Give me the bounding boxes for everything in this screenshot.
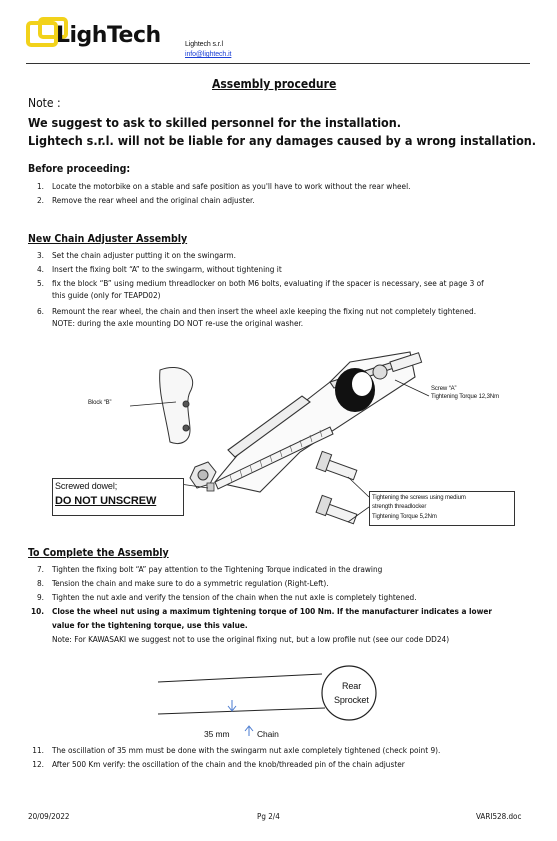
- dowel-callout-line-2: DO NOT UNSCREW: [55, 495, 157, 507]
- footer-page: Pg 2/4: [257, 812, 280, 821]
- logo: [26, 17, 176, 53]
- footer-file: VARI528.doc: [476, 812, 522, 821]
- section-heading-before: Before proceeding:: [28, 163, 131, 175]
- sprocket-label-line-1: Rear: [342, 681, 362, 691]
- m6-screws: [316, 451, 357, 523]
- note-label: Note :: [28, 96, 61, 110]
- company-email-link[interactable]: info@lightech.it: [185, 51, 232, 58]
- note-line-1: We suggest to ask to skilled personnel for the installation.: [28, 115, 402, 130]
- axle-hole: [335, 368, 375, 412]
- screw-a-label: Screw “A”: [431, 386, 457, 392]
- screws-callout-line-3: Tightening Torque 5,2Nm: [372, 514, 437, 520]
- measure-label: 35 mm: [204, 729, 230, 739]
- dowel: [207, 483, 214, 491]
- chain-label: Chain: [257, 729, 279, 739]
- list-item: 10. Close the wheel nut using a maximum tightening torque of 100 Nm. If the manufacturer indicates a lower value for the tightening torque, use this value.: [30, 606, 493, 630]
- sprocket-label-line-2: Sprocket: [334, 695, 369, 705]
- footer-date: 20/09/2022: [28, 812, 70, 821]
- list-item: 6. Remount the rear wheel, the chain and then insert the wheel axle keeping the fixing nut not completely tightened. NOTE: during the axle mounting DO NOT re-use the original washer.: [36, 306, 477, 328]
- screw-a-torque-label: Tightening Torque 12,3Nm: [431, 394, 499, 400]
- header-rule: [26, 63, 530, 64]
- section-heading-complete: To Complete the Assembly: [28, 547, 169, 559]
- company-name: Lightech s.r.l: [185, 41, 223, 48]
- list-item: 5. fix the block “B” using medium threadlocker on both M6 bolts, evaluating if the spacer is necessary, see at page 3 of this guide (only for TEAPD02): [36, 278, 484, 300]
- note-line-2: Lightech s.r.l. will not be liable for any damages caused by a wrong installation.: [28, 133, 537, 148]
- screws-callout-line-2: strength threadlocker: [372, 504, 427, 510]
- up-arrow-icon: [245, 726, 253, 736]
- logo-text: LighTech: [56, 23, 161, 48]
- block-b: [160, 367, 193, 443]
- dowel-callout-line-1: Screwed dowel;: [55, 481, 118, 491]
- screws-callout-line-1: Tightening the screws using medium: [372, 495, 466, 501]
- block-b-label: Block “B”: [88, 400, 112, 406]
- section-heading-assembly: New Chain Adjuster Assembly: [28, 233, 188, 245]
- down-arrow-icon: [228, 700, 236, 711]
- page-title: Assembly procedure: [212, 77, 337, 91]
